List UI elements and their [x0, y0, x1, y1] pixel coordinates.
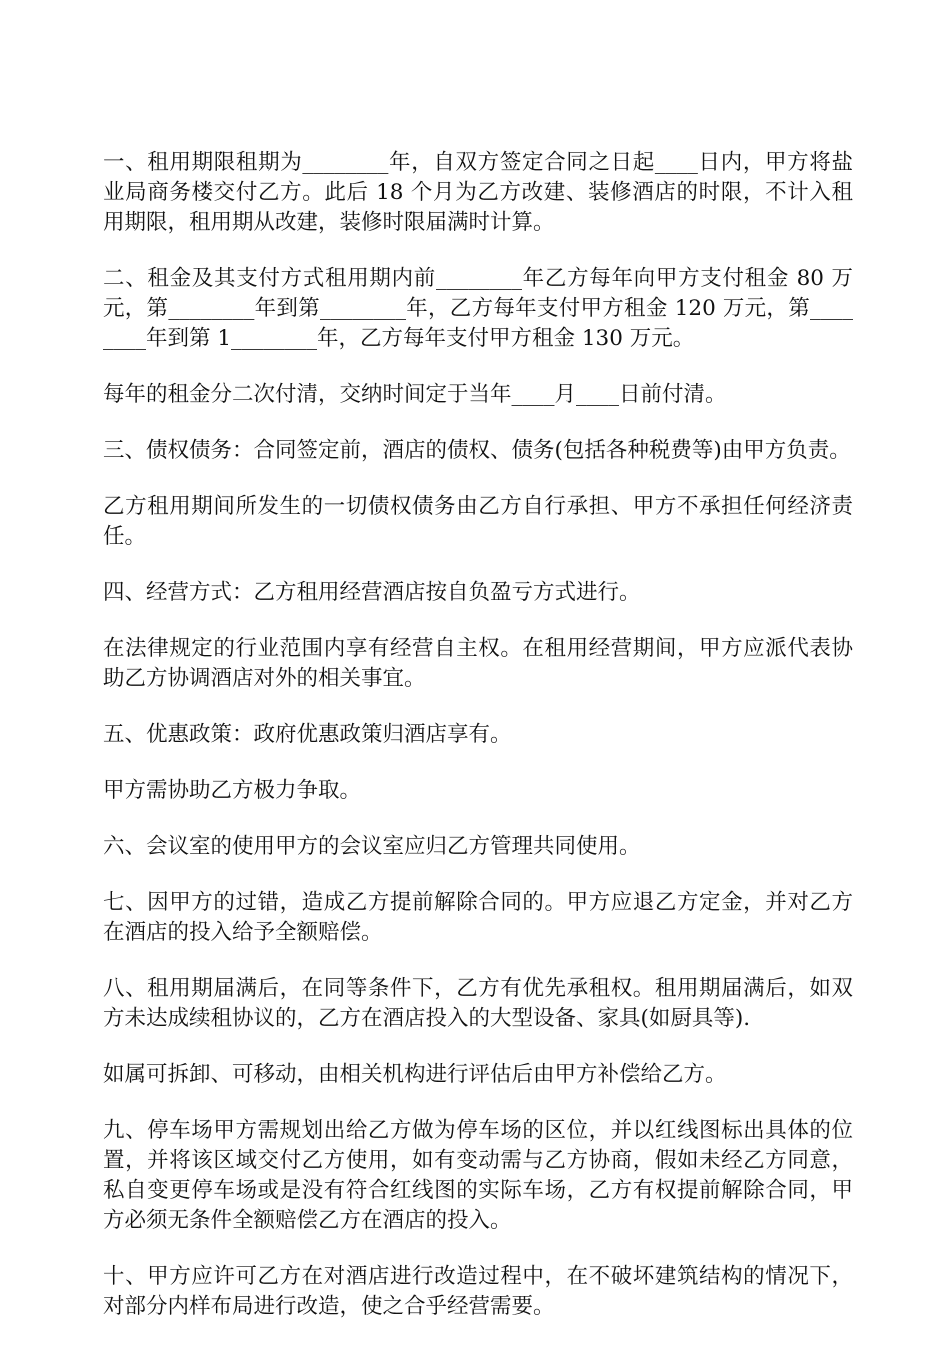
- document-body: [103, 148, 853, 1348]
- clause-3-tenant-debts: 乙方租用期间所发生的一切债权债务由乙方自行承担、甲方不承担任何经济责任。: [103, 494, 853, 549]
- clause-4-autonomy: 在法律规定的行业范围内享有经营自主权。在租用经营期间，甲方应派代表协助乙方协调酒店对外的相关事宜。: [103, 636, 853, 691]
- clause-2-payment-schedule: 每年的租金分二次付清，交纳时间定于当年____月____日前付清。: [103, 382, 727, 407]
- clause-6-meeting-room: 六、会议室的使用甲方的会议室应归乙方管理共同使用。: [103, 834, 641, 859]
- clause-4-operation: 四、经营方式：乙方租用经营酒店按自负盈亏方式进行。: [103, 580, 641, 605]
- clause-8-compensation: 如属可拆卸、可移动，由相关机构进行评估后由甲方补偿给乙方。: [103, 1062, 727, 1087]
- clause-10-renovation: 十、甲方应许可乙方在对酒店进行改造过程中，在不破坏建筑结构的情况下，对部分内样布局进行改造，使之合乎经营需要。: [103, 1264, 853, 1319]
- clause-5-assistance: 甲方需协助乙方极力争取。: [103, 778, 362, 803]
- clause-2-rent-payment: 二、租金及其支付方式租用期内前________年乙方每年向甲方支付租金 80 万元，第________年到第________年，乙方每年支付甲方租金 120 万元，第________年到第 1________年，乙方每年支付甲方租金 130 万元。: [103, 266, 853, 351]
- clause-5-policy: 五、优惠政策：政府优惠政策归酒店享有。: [103, 722, 512, 747]
- clause-1-lease-term: 一、租用期限租期为________年，自双方签定合同之日起____日内，甲方将盐业局商务楼交付乙方。此后 18 个月为乙方改建、装修酒店的时限，不计入租用期限，租用期从改建，装修时限届满时计算。: [103, 150, 853, 235]
- clause-8-renewal: 八、租用期届满后，在同等条件下，乙方有优先承租权。租用期届满后，如双方未达成续租协议的，乙方在酒店投入的大型设备、家具(如厨具等).: [103, 976, 853, 1031]
- clause-3-debts: 三、债权债务：合同签定前，酒店的债权、债务(包括各种税费等)由甲方负责。: [103, 438, 851, 463]
- clause-7-termination: 七、因甲方的过错，造成乙方提前解除合同的。甲方应退乙方定金，并对乙方在酒店的投入给予全额赔偿。: [103, 890, 853, 945]
- clause-9-parking: 九、停车场甲方需规划出给乙方做为停车场的区位，并以红线图标出具体的位置，并将该区域交付乙方使用，如有变动需与乙方协商，假如未经乙方同意，私自变更停车场或是没有符合红线图的实际车场，乙方有权提前解除合同，甲方必须无条件全额赔偿乙方在酒店的投入。: [103, 1118, 853, 1233]
